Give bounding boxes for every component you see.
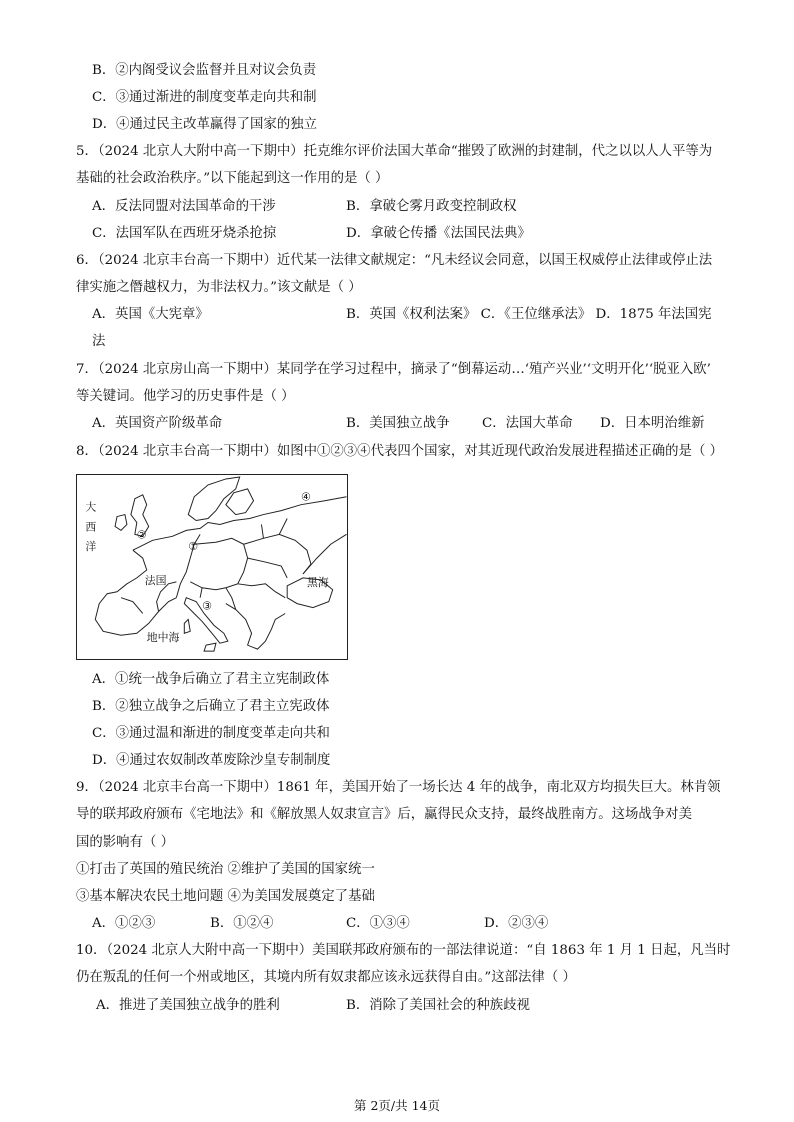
q5-stem-line2: 基础的社会政治秩序。”以下能起到这一作用的是（ ） (76, 171, 389, 186)
q7-stem-line1: 7．（2024 北京房山高一下期中）某同学在学习过程中，摘录了“倒幕运动…‘殖产兴业’‘文明开化’‘脱亚入欧’ (76, 362, 711, 377)
q9-stem-line1: 9．（2024 北京丰台高一下期中）1861 年，美国开始了一场长达 4 年的战争，南北双方均损失巨大。林肯领 (76, 780, 721, 795)
q7-option-b: B．美国独立战争 (346, 416, 450, 431)
map-marker-1: ① (188, 540, 199, 554)
q10-stem-line2: 仍在叛乱的任何一个州或地区，其境内所有奴隶都应该永远获得自由。”这部法律（ ） (76, 970, 576, 985)
map-marker-4: ④ (301, 490, 311, 504)
q5-option-b: B．拿破仑雾月政变控制政权 (346, 199, 517, 214)
q7-option-a: A．英国资产阶级革命 (92, 416, 223, 431)
q6-option-bcd: B．英国《权利法案》 C．《王位继承法》 D．1875 年法国宪 (346, 307, 712, 322)
q8-option-a: A．①统一战争后确立了君主立宪制政体 (92, 672, 330, 687)
q8-stem: 8．（2024 北京丰台高一下期中）如图中①②③④代表四个国家，对其近现代政治发展进程描述正确的是（ ） (76, 444, 723, 459)
q10-stem-line1: 10．（2024 北京人大附中高一下期中）美国联邦政府颁布的一部法律说道：“自 1863 年 1 月 1 日起，凡当时 (76, 943, 731, 958)
q9-stem-line2: 导的联邦政府颁布《宅地法》和《解放黑人奴隶宣言》后，赢得民众支持，最终战胜南方。这场战争对美 (76, 807, 692, 822)
map-marker-3: ③ (202, 599, 212, 613)
q9-option-a: A．①②③ (92, 916, 156, 931)
q10-option-a: A．推进了美国独立战争的胜利 (96, 998, 280, 1013)
q9-stem-line3: 国的影响有（ ） (76, 835, 174, 850)
page-footer: 第 2页/共 14页 (353, 1098, 441, 1113)
q4-option-d: D．④通过民主改革赢得了国家的独立 (92, 117, 317, 132)
q6-option-continuation: 法 (92, 334, 106, 349)
map-label-atlantic-1: 大 (85, 500, 97, 514)
q5-option-d: D．拿破仑传播《法国民法典》 (346, 226, 531, 241)
q9-option-d: D．②③④ (484, 916, 549, 931)
q9-items-line2: ③基本解决农民土地问题 ④为美国发展奠定了基础 (76, 889, 375, 904)
q4-option-b: B．②内阁受议会监督并且对议会负责 (92, 63, 317, 78)
q5-option-c: C．法国军队在西班牙烧杀抢掠 (92, 226, 277, 241)
q7-option-d: D．日本明治维新 (600, 416, 705, 431)
q7-stem-line2: 等关键词。他学习的历史事件是（ ） (76, 389, 295, 404)
q9-option-b: B．①②④ (210, 916, 274, 931)
map-label-atlantic-3: 洋 (85, 540, 97, 554)
q6-stem-line1: 6．（2024 北京丰台高一下期中）近代某一法律文献规定：“凡未经议会同意，以国王权威停止法律或停止法 (76, 253, 713, 268)
q9-items-line1: ①打击了英国的殖民统治 ②维护了美国的国家统一 (76, 862, 375, 877)
map-label-atlantic-2: 西 (85, 520, 97, 534)
europe-map-figure (76, 474, 348, 660)
q4-option-c: C．③通过渐进的制度变革走向共和制 (92, 90, 317, 105)
map-label-france: 法国 (144, 573, 167, 587)
q9-option-c: C．①③④ (346, 916, 410, 931)
q6-stem-line2: 律实施之僭越权力，为非法权力。”该文献是（ ） (76, 280, 362, 295)
map-label-black-sea: 黑海 (306, 575, 329, 589)
q5-option-a: A．反法同盟对法国革命的干涉 (92, 199, 276, 214)
q8-option-c: C．③通过温和渐进的制度变革走向共和 (92, 726, 330, 741)
q10-option-b: B．消除了美国社会的种族歧视 (346, 998, 530, 1013)
q8-option-b: B．②独立战争之后确立了君主立宪政体 (92, 699, 330, 714)
q5-stem-line1: 5．（2024 北京人大附中高一下期中）托克维尔评价法国大革命“摧毁了欧洲的封建制，代之以以人人平等为 (76, 144, 713, 159)
map-marker-2: ② (136, 528, 147, 542)
q8-option-d: D．④通过农奴制改革废除沙皇专制制度 (92, 753, 331, 768)
q7-option-c: C．法国大革命 (482, 416, 573, 431)
q6-option-a: A．英国《大宪章》 (92, 307, 209, 322)
map-label-mediterranean: 地中海 (146, 631, 180, 645)
